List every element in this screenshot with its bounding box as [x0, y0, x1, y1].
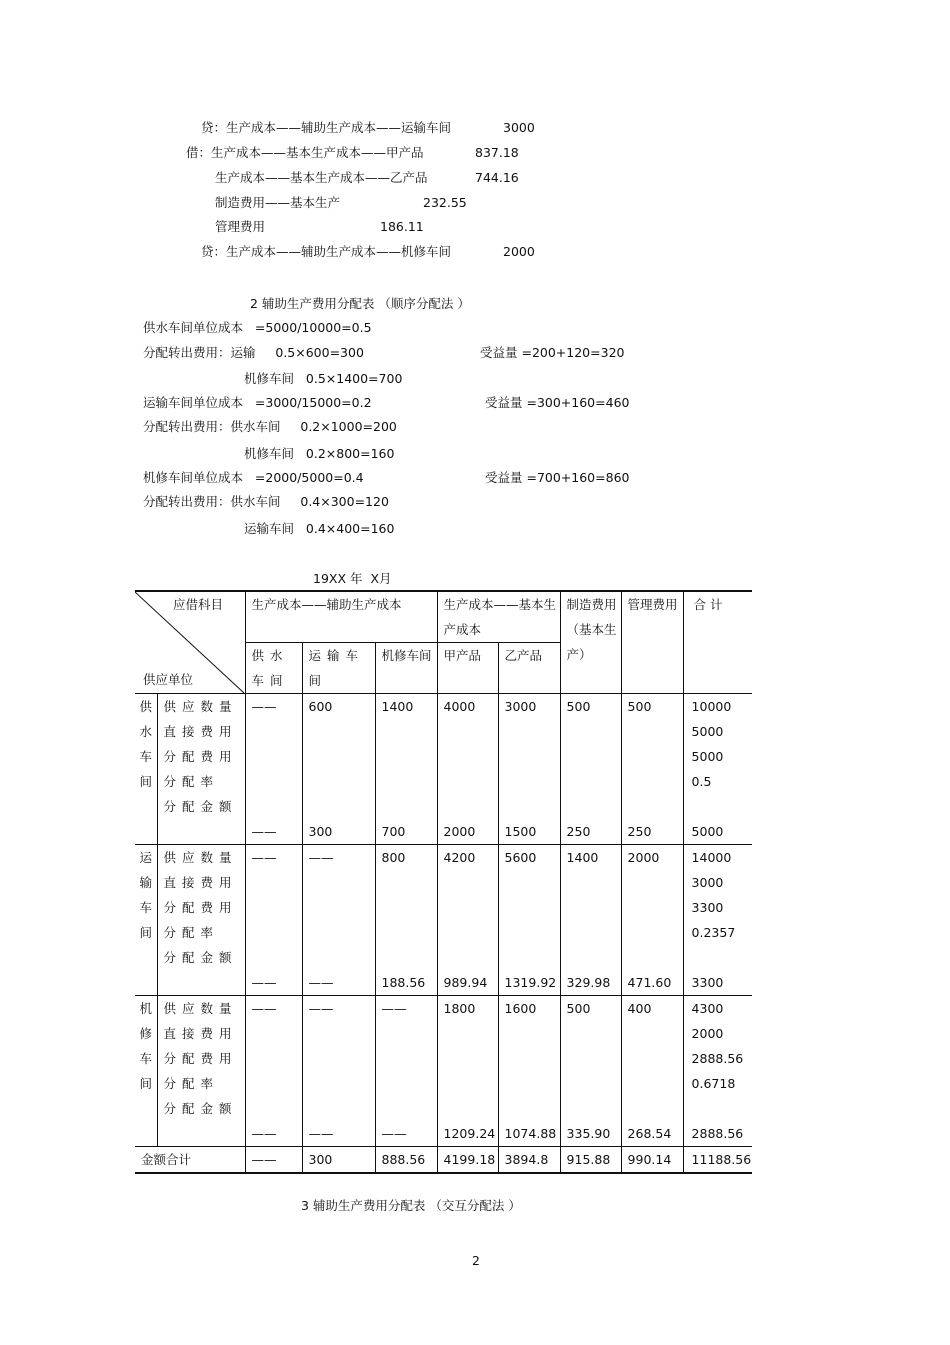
header-total: 合 计 [683, 591, 752, 694]
journal-amount-6: 2000 [503, 244, 535, 259]
cell-repair: 1400 [375, 694, 437, 820]
amount-product-b: 1074.88 [498, 1121, 560, 1147]
journal-amount-1: 3000 [503, 120, 535, 135]
cell-transport: —— [302, 845, 375, 971]
calc-line-6: 机修车间 0.2×800=160 [244, 446, 395, 461]
cell-mgmt: 2000 [621, 845, 683, 971]
table-row [135, 845, 752, 971]
cell-water: —— [245, 845, 302, 971]
unit-name: 机修车间 [139, 1001, 152, 1091]
amount-water: —— [245, 1121, 302, 1147]
unit-label [135, 845, 157, 996]
cell-repair: —— [375, 996, 437, 1122]
calc-line-5: 分配转出费用：供水车间 0.2×1000=200 [143, 419, 397, 434]
journal-amount-3: 744.16 [475, 170, 519, 185]
cell-total: 4300 2000 2888.56 0.6718 [683, 996, 752, 1122]
journal-line-1: 贷：生产成本——辅助生产成本——运输车间 [201, 120, 452, 135]
subheader-product-a: 甲产品 [437, 643, 498, 694]
header-admin-expense: 管理费用 [621, 591, 683, 694]
allocation-table [135, 590, 752, 1174]
cell-product-b: 3000 [498, 694, 560, 820]
unit-name: 供水车间 [139, 699, 152, 789]
table-row [135, 819, 752, 845]
calc-line-1: 供水车间单位成本 =5000/10000=0.5 [143, 320, 372, 335]
calc-line-3: 机修车间 0.5×1400=700 [244, 371, 403, 386]
table-row-sum [135, 1147, 752, 1174]
amount-water: —— [245, 970, 302, 996]
cell-mfg: 1400 [560, 845, 621, 971]
header-manufacturing-overhead: 制造费用（基本生产） [560, 591, 621, 694]
corner-bottom-label: 供应单位 [143, 672, 194, 687]
calc-line-9: 运输车间 0.4×400=160 [244, 521, 395, 536]
item-labels: 供应数量 直接费用 分配费用 分配率 分配金额 [157, 845, 245, 971]
cell-product-a: 1800 [437, 996, 498, 1122]
amount-total: 3300 [683, 970, 752, 996]
subheader-repair: 机修车间 [375, 643, 437, 694]
page-number: 2 [472, 1253, 480, 1268]
sum-label: 金额合计 [135, 1147, 245, 1174]
sum-transport: 300 [302, 1147, 375, 1174]
table-row [135, 970, 752, 996]
amount-transport: —— [302, 970, 375, 996]
calc-line-4-right: 受益量 =300+160=460 [485, 395, 630, 410]
amount-water: —— [245, 819, 302, 845]
unit-name: 运输车间 [139, 850, 152, 940]
cell-repair: 800 [375, 845, 437, 971]
cell-mgmt: 400 [621, 996, 683, 1122]
amount-transport: 300 [302, 819, 375, 845]
cell-product-a: 4000 [437, 694, 498, 820]
cell-total: 10000 5000 5000 0.5 [683, 694, 752, 820]
header-basic-production: 生产成本——基本生产成本 [437, 591, 560, 643]
journal-line-2: 借：生产成本——基本生产成本——甲产品 [186, 145, 424, 160]
item-labels: 供应数量 直接费用 分配费用 分配率 分配金额 [157, 996, 245, 1122]
cell-mfg: 500 [560, 694, 621, 820]
amount-mfg: 335.90 [560, 1121, 621, 1147]
amount-mfg: 250 [560, 819, 621, 845]
amount-product-b: 1500 [498, 819, 560, 845]
amount-product-a: 2000 [437, 819, 498, 845]
amount-mgmt: 250 [621, 819, 683, 845]
journal-line-3: 生产成本——基本生产成本——乙产品 [215, 170, 428, 185]
section-2-title: 2 辅助生产费用分配表 （顺序分配法 ） [250, 296, 470, 311]
section-3-title: 3 辅助生产费用分配表 （交互分配法 ） [301, 1198, 521, 1213]
cell-product-b: 5600 [498, 845, 560, 971]
journal-amount-2: 837.18 [475, 145, 519, 160]
table-row [135, 1121, 752, 1147]
amount-repair: —— [375, 1121, 437, 1147]
calc-line-2: 分配转出费用：运输 0.5×600=300 [143, 345, 364, 360]
table-row [135, 996, 752, 1122]
journal-line-6: 贷：生产成本——辅助生产成本——机修车间 [201, 244, 452, 259]
amount-mgmt: 471.60 [621, 970, 683, 996]
amount-mfg: 329.98 [560, 970, 621, 996]
unit-label [135, 996, 157, 1147]
sum-total: 11188.56 [683, 1147, 752, 1174]
sum-product-b: 3894.8 [498, 1147, 560, 1174]
sum-repair: 888.56 [375, 1147, 437, 1174]
calc-line-4: 运输车间单位成本 =3000/15000=0.2 [143, 395, 372, 410]
table-row [135, 694, 752, 820]
amount-repair: 700 [375, 819, 437, 845]
cell-water: —— [245, 996, 302, 1122]
sum-mgmt: 990.14 [621, 1147, 683, 1174]
journal-amount-4: 232.55 [423, 195, 467, 210]
sum-water: —— [245, 1147, 302, 1174]
journal-line-5: 管理费用 [215, 219, 266, 234]
table-date: 19XX 年 X月 [313, 571, 392, 586]
amount-product-b: 1319.92 [498, 970, 560, 996]
item-labels: 供应数量 直接费用 分配费用 分配率 分配金额 [157, 694, 245, 820]
amount-product-a: 989.94 [437, 970, 498, 996]
header-corner-cell [135, 591, 245, 694]
amount-repair: 188.56 [375, 970, 437, 996]
cell-total: 14000 3000 3300 0.2357 [683, 845, 752, 971]
amount-product-a: 1209.24 [437, 1121, 498, 1147]
subheader-water: 供水车间 [245, 643, 302, 694]
cell-product-a: 4200 [437, 845, 498, 971]
cell-transport: —— [302, 996, 375, 1122]
cell-product-b: 1600 [498, 996, 560, 1122]
journal-amount-5: 186.11 [380, 219, 424, 234]
subheader-product-b: 乙产品 [498, 643, 560, 694]
journal-line-4: 制造费用——基本生产 [215, 195, 341, 210]
calc-line-7: 机修车间单位成本 =2000/5000=0.4 [143, 470, 364, 485]
cell-mfg: 500 [560, 996, 621, 1122]
subheader-transport: 运输车间 [302, 643, 375, 694]
cell-mgmt: 500 [621, 694, 683, 820]
sum-mfg: 915.88 [560, 1147, 621, 1174]
calc-line-7-right: 受益量 =700+160=860 [485, 470, 630, 485]
amount-mgmt: 268.54 [621, 1121, 683, 1147]
sum-product-a: 4199.18 [437, 1147, 498, 1174]
amount-total: 2888.56 [683, 1121, 752, 1147]
cell-water: —— [245, 694, 302, 820]
corner-top-label: 应借科目 [173, 597, 224, 612]
amount-transport: —— [302, 1121, 375, 1147]
cell-transport: 600 [302, 694, 375, 820]
amount-total: 5000 [683, 819, 752, 845]
calc-line-8: 分配转出费用：供水车间 0.4×300=120 [143, 494, 389, 509]
calc-line-2-right: 受益量 =200+120=320 [480, 345, 625, 360]
unit-label [135, 694, 157, 845]
header-aux-production: 生产成本——辅助生产成本 [245, 591, 437, 643]
